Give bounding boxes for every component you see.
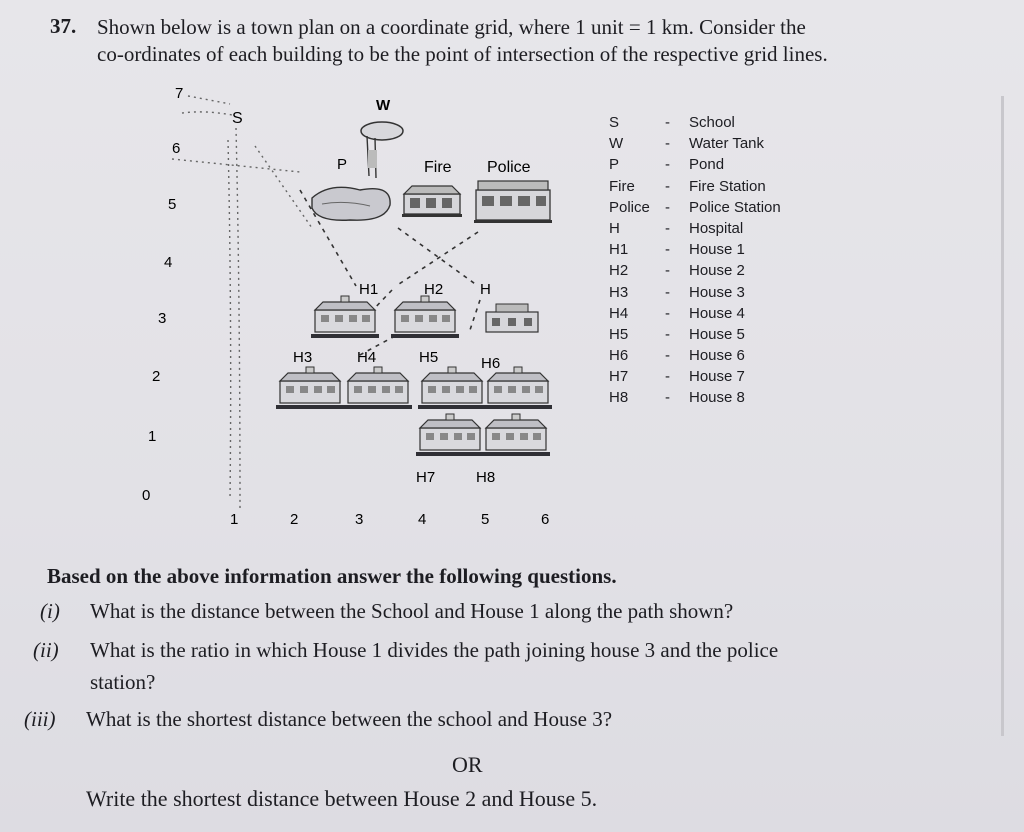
legend-name: Pond: [689, 156, 725, 174]
question-iii-text: What is the shortest distance between the school and House 3?: [86, 707, 613, 731]
map-label-hospital: H: [480, 281, 491, 298]
legend-name: Fire Station: [689, 177, 766, 195]
legend-dash: -: [665, 368, 670, 386]
y-label-0: 0: [142, 487, 151, 504]
x-label-2: 2: [290, 511, 299, 528]
map-label-school: S: [232, 110, 243, 127]
map-label-h6: H6: [481, 355, 501, 372]
pond-icon: [312, 187, 390, 220]
legend-code: W: [609, 135, 624, 153]
questions-heading: Based on the above information answer the following questions.: [47, 564, 617, 588]
legend-code: H2: [609, 262, 629, 280]
question-ii-text-line2: station?: [90, 670, 156, 694]
legend-dash: -: [665, 198, 670, 216]
question-iii-label: (iii): [24, 707, 56, 731]
legend-name: Hospital: [689, 219, 744, 237]
house-6-icon: [484, 367, 552, 409]
map-label-h5: H5: [419, 349, 439, 366]
map-label-h1: H1: [359, 281, 379, 298]
question-ii-label: (ii): [33, 638, 59, 662]
y-label-7: 7: [175, 85, 184, 102]
legend-dash: -: [665, 304, 670, 322]
question-ii-text-line1: What is the ratio in which House 1 divides the path joining house 3 and the police: [90, 638, 779, 662]
house-3-icon: [276, 367, 344, 409]
legend-name: House 4: [689, 304, 745, 322]
legend-dash: -: [665, 262, 670, 280]
house-1-icon: [311, 296, 379, 338]
house-4-icon: [344, 367, 412, 409]
map-label-h7: H7: [416, 469, 436, 486]
or-label: OR: [452, 752, 483, 777]
legend-dash: -: [665, 325, 670, 343]
house-8-icon: [482, 414, 550, 456]
legend-name: House 2: [689, 262, 745, 280]
house-5-icon: [418, 367, 486, 409]
map-label-h2: H2: [424, 281, 444, 298]
house-2-icon: [391, 296, 459, 338]
grid-lines: [172, 96, 312, 510]
legend-code: Police: [609, 198, 650, 216]
legend-name: House 3: [689, 283, 745, 301]
legend-name: House 8: [689, 389, 745, 407]
legend-dash: -: [665, 156, 670, 174]
legend-code: P: [609, 156, 620, 174]
map-label-h8: H8: [476, 469, 496, 486]
legend-code: H1: [609, 241, 629, 259]
y-label-1: 1: [148, 428, 157, 445]
intro-line-1: Shown below is a town plan on a coordinate grid, where 1 unit = 1 km. Consider the: [97, 15, 806, 39]
y-label-2: 2: [152, 368, 161, 385]
map-label-police: Police: [487, 159, 531, 176]
alternate-question: Write the shortest distance between House 2 and House 5.: [86, 786, 598, 811]
y-label-4: 4: [164, 254, 173, 271]
map-label-water-tank: W: [376, 97, 391, 114]
legend-code: Fire: [609, 177, 635, 195]
legend-code: H5: [609, 325, 629, 343]
x-label-6: 6: [541, 511, 550, 528]
legend-code: H: [609, 219, 620, 237]
legend-name: House 5: [689, 325, 745, 343]
legend-name: House 1: [689, 241, 745, 259]
map-label-fire: Fire: [424, 159, 452, 176]
y-label-5: 5: [168, 196, 177, 213]
x-label-4: 4: [418, 511, 427, 528]
legend-dash: -: [665, 135, 670, 153]
legend-dash: -: [665, 177, 670, 195]
intro-line-2: co-ordinates of each building to be the point of intersection of the respective grid lines.: [97, 42, 828, 66]
legend-name: Water Tank: [689, 135, 765, 153]
legend-code: H6: [609, 347, 629, 365]
legend-name: Police Station: [689, 198, 781, 216]
hospital-icon: [486, 304, 538, 332]
legend-code: S: [609, 114, 620, 131]
house-7-icon: [416, 414, 484, 456]
water-tank-icon: [361, 122, 403, 178]
x-label-5: 5: [481, 511, 490, 528]
legend-dash: -: [665, 347, 670, 365]
legend-dash: -: [665, 389, 670, 407]
legend-code: H4: [609, 304, 629, 322]
legend-dash: -: [665, 283, 670, 301]
legend-name: House 6: [689, 347, 745, 365]
legend-code: H3: [609, 283, 629, 301]
legend-dash: -: [665, 241, 670, 259]
legend-dash: -: [665, 219, 670, 237]
y-label-3: 3: [158, 310, 167, 327]
fire-station-icon: [402, 186, 462, 217]
y-label-6: 6: [172, 140, 181, 157]
map-label-pond: P: [337, 156, 348, 173]
x-label-1: 1: [230, 511, 239, 528]
police-station-icon: [474, 181, 552, 223]
legend-code: H8: [609, 389, 629, 407]
legend-name: School: [689, 114, 735, 131]
question-i-label: (i): [40, 599, 60, 623]
legend-name: House 7: [689, 368, 745, 386]
question-number: 37.: [50, 14, 77, 38]
legend-code: H7: [609, 368, 629, 386]
map-label-h4: H4: [357, 349, 377, 366]
question-i-text: What is the distance between the School and House 1 along the path shown?: [90, 599, 734, 623]
map-label-h3: H3: [293, 349, 313, 366]
legend-dash: -: [665, 114, 670, 131]
x-label-3: 3: [355, 511, 364, 528]
